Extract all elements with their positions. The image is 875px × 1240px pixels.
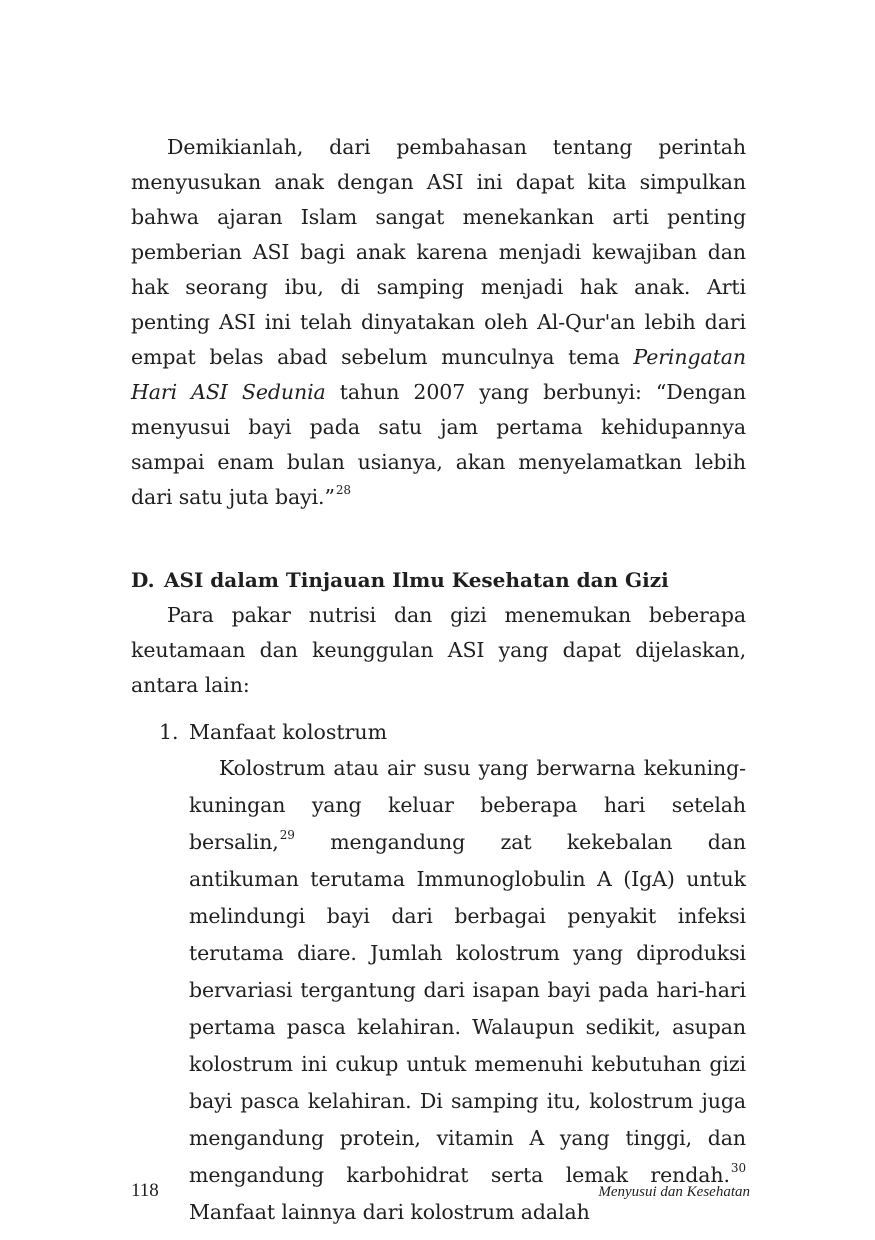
paragraph-conclusion <box>131 130 746 515</box>
footnote-marker-29: 29 <box>279 827 295 842</box>
page-content <box>131 130 746 1231</box>
paragraph-text: Manfaat lainnya dari kolostrum adalah <box>189 1200 590 1224</box>
paragraph-text: Para pakar nutrisi dan gizi menemukan beberapa keutamaan dan keunggulan ASI yang dapat dijelaskan, antara lain: <box>131 603 746 697</box>
section-heading <box>131 563 746 598</box>
page-footer <box>131 1180 750 1202</box>
section-letter: D. <box>131 568 155 592</box>
paragraph-text: tahun 2007 yang berbunyi: “Dengan menyusui bayi pada satu jam pertama kehidupannya sampai enam bulan usianya, akan menyelamatkan lebih dari satu juta bayi.” <box>131 380 746 509</box>
paragraph-text: Demikianlah, dari pembahasan tentang perintah menyusukan anak dengan ASI ini dapat kita simpulkan bahwa ajaran Islam sangat menekankan arti penting pemberian ASI bagi anak karena menjadi kewajiban dan hak seorang ibu, di samping menjadi hak anak. Arti penting ASI ini telah dinyatakan oleh Al-Qur'an lebih dari empat belas abad sebelum munculnya tema <box>131 135 746 369</box>
paragraph-text: Kolostrum atau air susu yang berwarna kekuning-kuningan yang keluar beberapa hari setelah bersalin, <box>189 756 746 854</box>
paragraph-kolostrum <box>189 750 746 1231</box>
running-title: Menyusui dan Kesehatan <box>598 1184 750 1200</box>
page-number: 118 <box>131 1180 159 1201</box>
footnote-marker-30: 30 <box>730 1160 746 1175</box>
section-title: ASI dalam Tinjauan Ilmu Kesehatan dan Gizi <box>164 568 669 592</box>
italic-theme: Peringatan Hari ASI Sedunia <box>131 345 746 404</box>
list-number: 1. <box>159 720 179 744</box>
footnote-marker-28: 28 <box>335 482 351 497</box>
list-title: Manfaat kolostrum <box>189 720 388 744</box>
paragraph-intro <box>131 598 746 703</box>
paragraph-text: mengandung zat kekebalan dan antikuman terutama Immunoglobulin A (IgA) untuk melindungi bayi dari berbagai penyakit infeksi terutama diare. Jumlah kolostrum yang diproduksi bervariasi tergantung dari isapan bayi pada hari-hari pertama pasca kelahiran. Walaupun sedikit, asupan kolostrum ini cukup untuk memenuhi kebutuhan gizi bayi pasca kelahiran. Di samping itu, kolostrum juga mengandung protein, vitamin A yang tinggi, dan mengandung karbohidrat serta lemak rendah. <box>189 830 746 1187</box>
list-item-title <box>159 715 746 750</box>
